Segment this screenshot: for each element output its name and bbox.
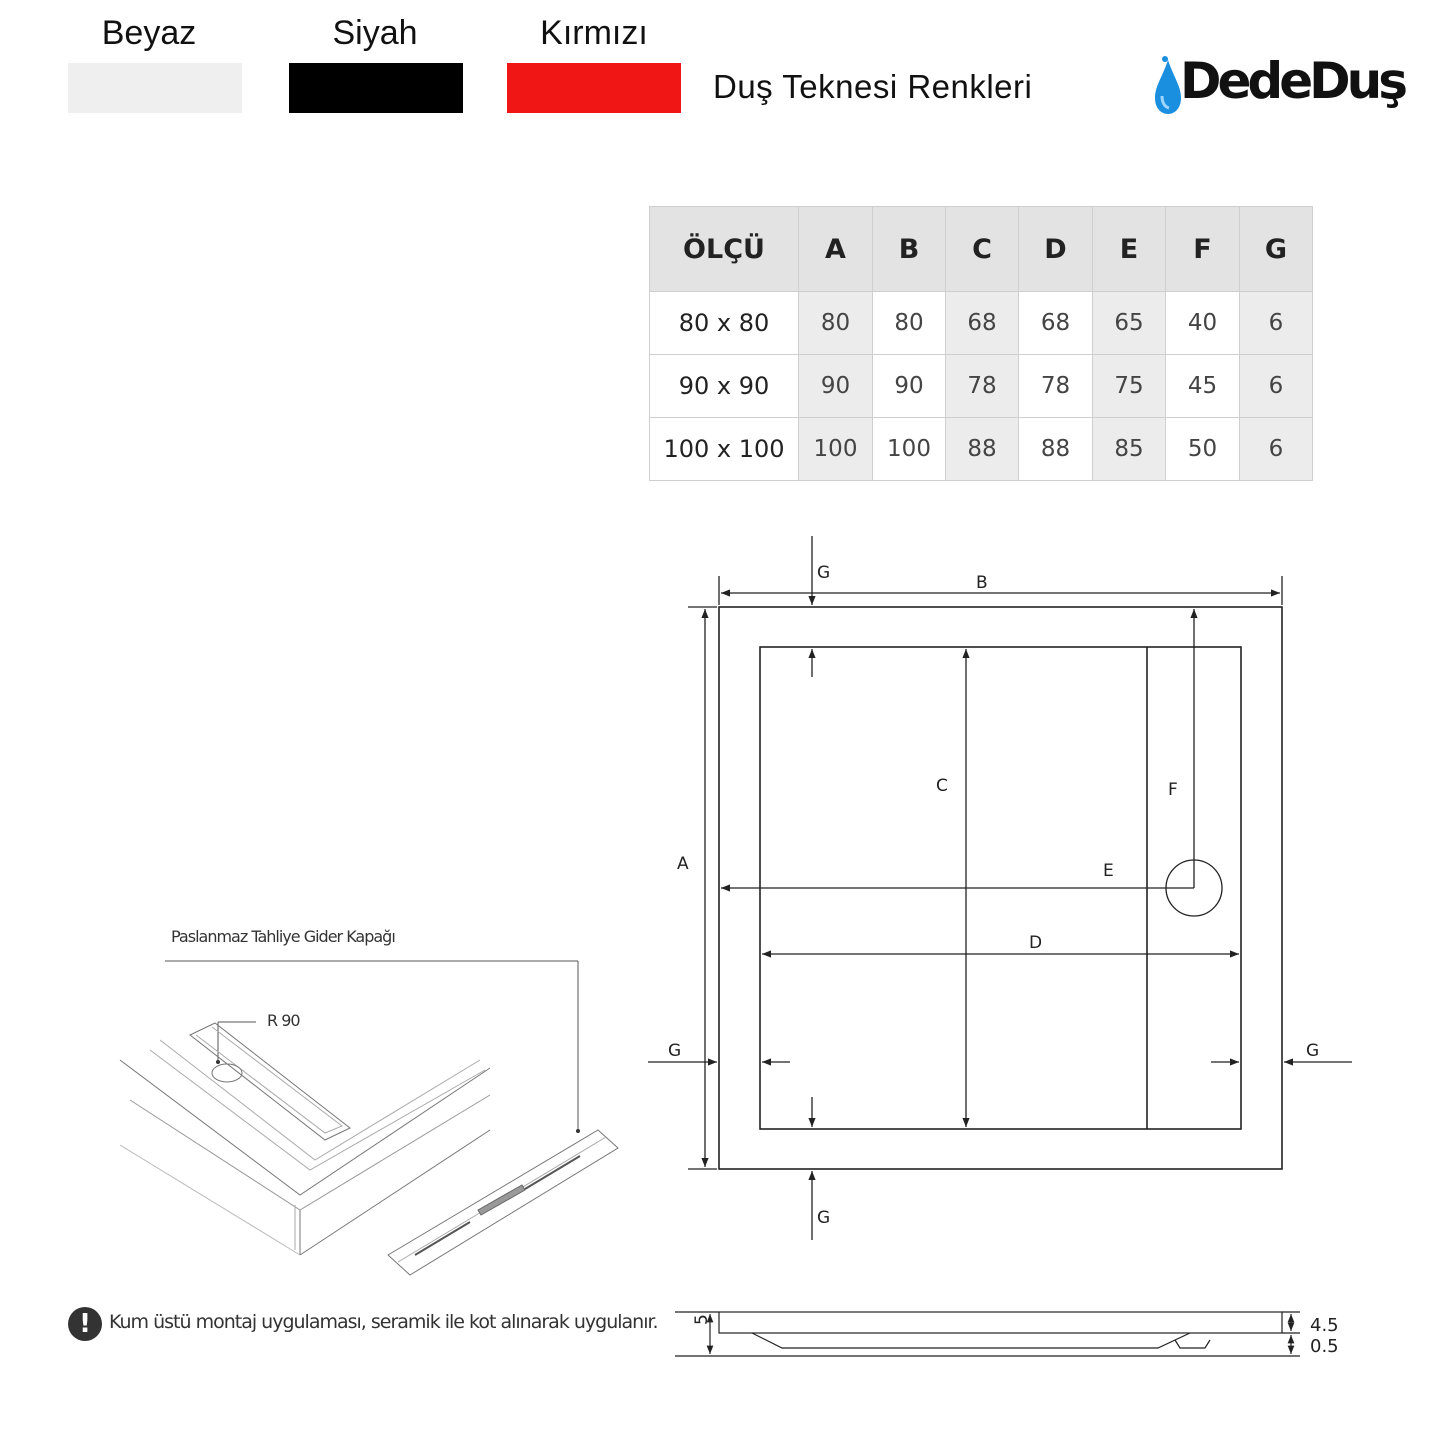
label-f: F (1168, 780, 1178, 800)
swatch-label-black: Siyah (332, 14, 418, 52)
swatch-label-red: Kırmızı (540, 14, 648, 52)
exclamation-icon: ! (68, 1307, 102, 1341)
label-c: C (936, 776, 948, 796)
table-cell: 50 (1166, 418, 1240, 481)
label-g-bottom: G (817, 1208, 831, 1228)
label-d: D (1029, 933, 1043, 953)
table-cell: 6 (1240, 292, 1313, 355)
table-cell: 80 (799, 292, 873, 355)
colors-title: Duş Teknesi Renkleri (713, 68, 1033, 105)
label-e: E (1103, 861, 1114, 881)
profile-top-label: 4.5 (1310, 1315, 1339, 1336)
header-c: C (946, 207, 1019, 292)
header-a: A (799, 207, 873, 292)
header-e: E (1093, 207, 1166, 292)
table-cell: 78 (946, 355, 1019, 418)
table-cell: 40 (1166, 292, 1240, 355)
table-cell: 45 (1166, 355, 1240, 418)
label-g-right: G (1306, 1041, 1320, 1061)
label-g-left: G (668, 1041, 682, 1061)
brand-name: DedeDuş (1180, 52, 1404, 110)
swatch-label-white: Beyaz (101, 14, 197, 52)
header-d: D (1019, 207, 1093, 292)
mounting-note: Kum üstü montaj uygulaması, seramik ile kot alınarak uygulanır. (109, 1311, 658, 1333)
perspective-illustration (120, 961, 618, 1275)
header-b: B (873, 207, 946, 292)
table-cell: 88 (946, 418, 1019, 481)
header-f: F (1166, 207, 1240, 292)
table-cell: 75 (1093, 355, 1166, 418)
label-b: B (976, 573, 988, 593)
table-cell: 68 (1019, 292, 1093, 355)
table-cell: 80 (873, 292, 946, 355)
label-a: A (677, 854, 689, 874)
table-cell: 85 (1093, 418, 1166, 481)
label-g-top: G (817, 563, 831, 583)
row-size-label: 80 x 80 (650, 292, 799, 355)
side-profile (675, 1312, 1300, 1356)
table-cell: 78 (1019, 355, 1093, 418)
table-cell: 6 (1240, 418, 1313, 481)
table-cell: 88 (1019, 418, 1093, 481)
table-cell: 100 (799, 418, 873, 481)
profile-bottom-label: 0.5 (1310, 1336, 1339, 1357)
drain-cover-label: Paslanmaz Tahliye Gider Kapağı (171, 927, 395, 946)
row-size-label: 90 x 90 (650, 355, 799, 418)
table-cell: 6 (1240, 355, 1313, 418)
table-cell: 100 (873, 418, 946, 481)
header-olcu: ÖLÇÜ (650, 207, 799, 292)
radius-label: R 90 (267, 1011, 300, 1030)
table-cell: 90 (799, 355, 873, 418)
table-cell: 68 (946, 292, 1019, 355)
table-cell: 65 (1093, 292, 1166, 355)
header-g: G (1240, 207, 1313, 292)
profile-height-label: 5 (692, 1314, 712, 1325)
row-size-label: 100 x 100 (650, 418, 799, 481)
table-cell: 90 (873, 355, 946, 418)
